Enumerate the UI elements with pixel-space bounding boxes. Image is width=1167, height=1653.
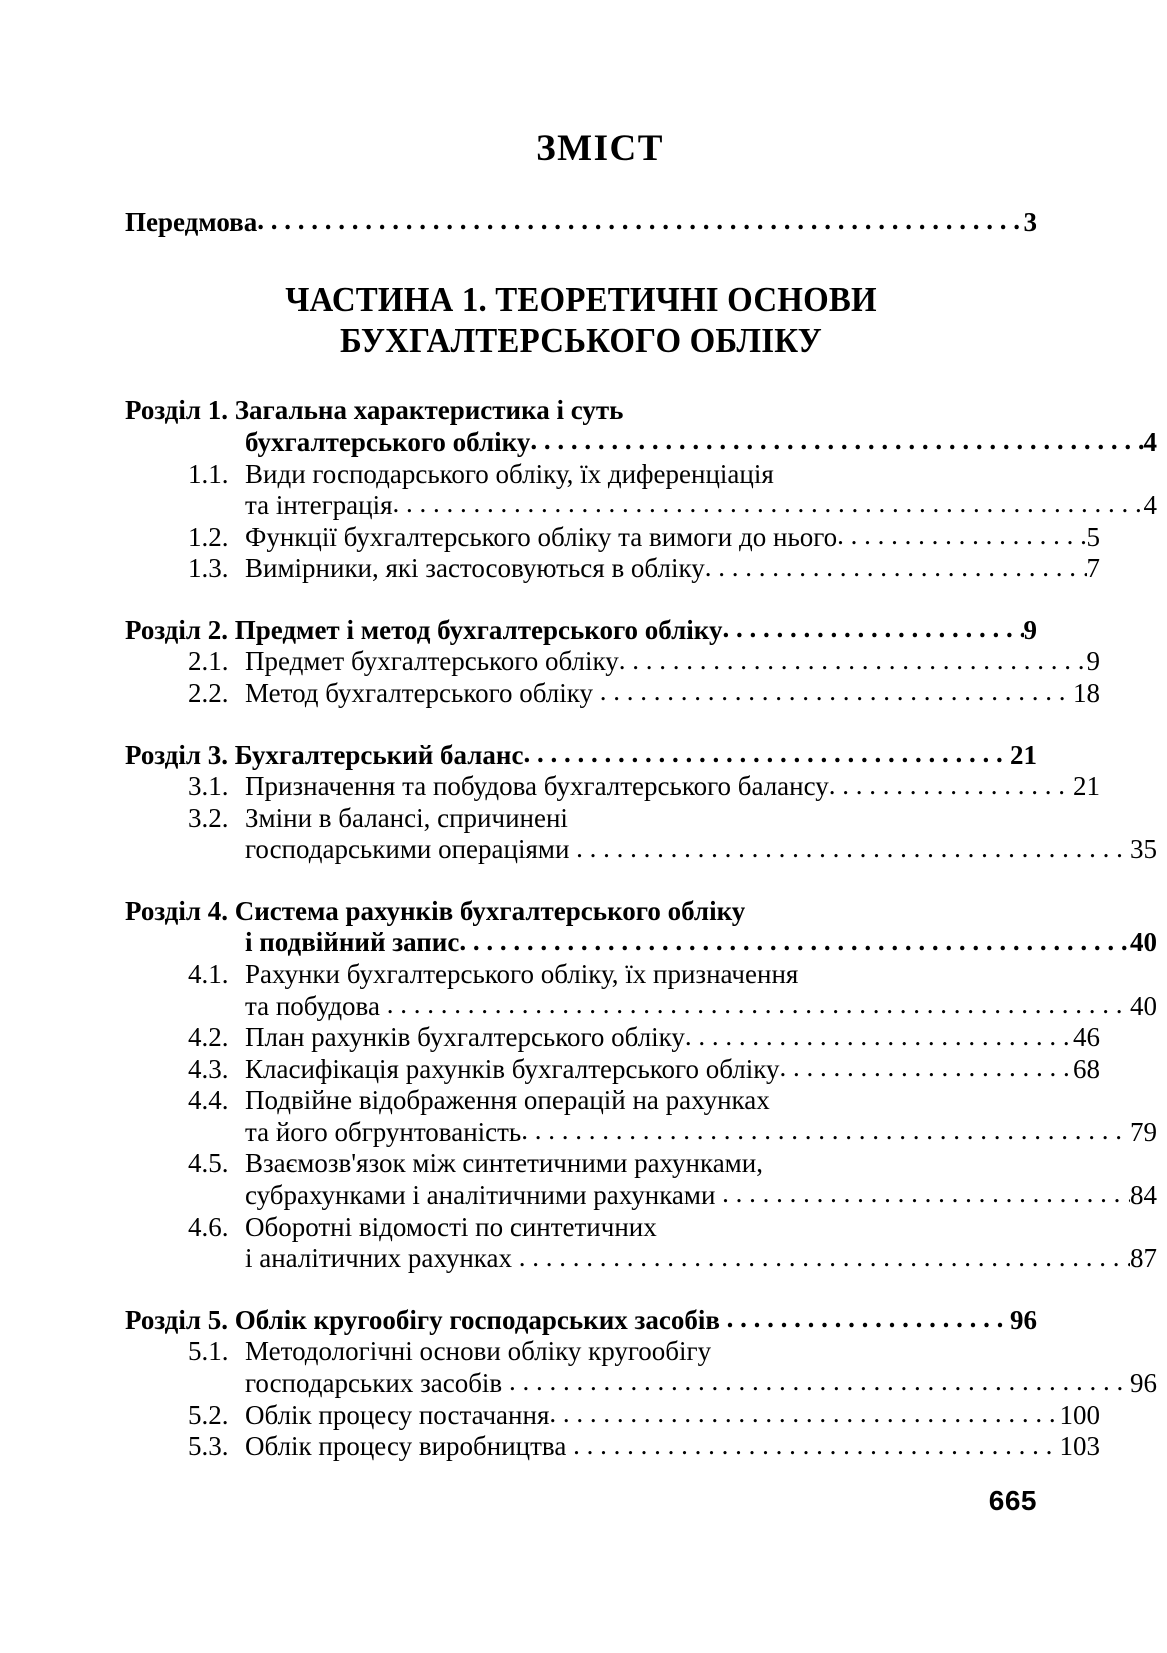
toc-entry-chapter[interactable] xyxy=(125,740,1037,772)
subsection-line-1 xyxy=(125,522,1100,554)
subsection-number: 4.4. xyxy=(188,1085,229,1116)
dot-leader xyxy=(722,1180,1130,1207)
subsection-title: Вимірники, які застосовуються в обліку xyxy=(245,553,705,584)
subsection-number: 5.2. xyxy=(188,1399,229,1430)
toc-entry-subsection[interactable] xyxy=(125,802,1157,866)
toc-entry-page: 46 xyxy=(1073,1022,1100,1053)
chapter-block xyxy=(125,895,1157,1275)
dot-leader xyxy=(576,835,1130,862)
subsection-number: 3.2. xyxy=(188,802,229,833)
subsection-line-1 xyxy=(125,771,1100,803)
toc-entry-page: 100 xyxy=(1059,1399,1100,1430)
toc-entry-label: Передмова xyxy=(125,206,258,237)
chapter-title-line-2 xyxy=(125,427,1157,459)
subsection-line-1 xyxy=(125,1336,1100,1368)
subsection-line-2 xyxy=(125,834,1157,866)
toc-entry-subsection[interactable] xyxy=(125,458,1157,522)
subsection-line-1 xyxy=(125,1085,1100,1117)
subsection-line-1 xyxy=(125,959,1100,991)
dot-leader xyxy=(837,522,1086,549)
subsection-title: Метод бухгалтерського обліку xyxy=(245,677,594,708)
subsection-title: Класифікація рахунків бухгалтерського обліку xyxy=(245,1053,780,1084)
page-number-folio: 665 xyxy=(988,1485,1037,1516)
toc-entry-page: 4 xyxy=(1143,490,1157,521)
subsection-title: Зміни в балансі, спричинені xyxy=(245,802,568,833)
subsection-title: Предмет бухгалтерського обліку xyxy=(245,646,619,677)
subsection-number: 4.2. xyxy=(188,1022,229,1053)
subsection-number: 4.5. xyxy=(188,1148,229,1179)
chapter-title-line-1 xyxy=(125,615,1037,647)
dot-leader xyxy=(521,1117,1130,1144)
subsection-title-cont: та інтеграція xyxy=(245,490,393,521)
subsection-line-1 xyxy=(125,646,1100,678)
subsection-line-1 xyxy=(125,1431,1100,1463)
subsection-line-1 xyxy=(125,459,1100,491)
toc-entry-subsection[interactable] xyxy=(125,959,1157,1022)
dot-leader xyxy=(393,490,1144,517)
toc-entry-chapter[interactable] xyxy=(125,1305,1037,1337)
toc-entry-page: 5 xyxy=(1086,521,1100,552)
dot-leader xyxy=(722,615,1023,642)
dot-leader xyxy=(705,554,1087,581)
toc-entry-page: 68 xyxy=(1073,1053,1100,1084)
chapter-label: Розділ 5. xyxy=(125,1304,228,1335)
toc-entry-subsection[interactable] xyxy=(125,1053,1100,1086)
chapter-label: Розділ 3. xyxy=(125,739,228,770)
toc-content xyxy=(125,128,1157,1463)
toc-entry-page: 96 xyxy=(1130,1367,1157,1398)
subsection-number: 2.2. xyxy=(188,677,229,708)
chapter-block xyxy=(125,614,1100,710)
chapter-title: Бухгалтерський баланс xyxy=(234,739,524,770)
subsection-title: Облік процесу постачання xyxy=(245,1399,550,1430)
chapter-title: Предмет і метод бухгалтерського обліку xyxy=(234,614,723,645)
dot-leader xyxy=(619,647,1087,674)
subsection-line-1 xyxy=(125,1148,1100,1180)
subsection-title: Функції бухгалтерського обліку та вимоги до нього xyxy=(245,521,838,552)
chapter-label: Розділ 1. xyxy=(125,395,228,426)
page-title: ЗМІСТ xyxy=(536,128,664,169)
chapter-title-line-2 xyxy=(125,927,1157,959)
toc-entry-preface[interactable] xyxy=(125,207,1037,238)
part-heading-line-2: БУХГАЛТЕРСЬКОГО ОБЛІКУ xyxy=(340,320,822,360)
subsection-line-2 xyxy=(125,1368,1157,1400)
toc-entry-page: 84 xyxy=(1130,1180,1157,1211)
toc-entry-page: 40 xyxy=(1130,927,1157,958)
subsection-title: Взаємозв'язок між синтетичними рахунками, xyxy=(245,1148,763,1179)
subsection-line-2 xyxy=(125,1180,1157,1212)
subsection-number: 4.1. xyxy=(188,959,229,990)
subsection-number: 4.6. xyxy=(188,1211,229,1242)
dot-leader xyxy=(685,1023,1073,1050)
chapter-label: Розділ 2. xyxy=(125,614,228,645)
dot-leader xyxy=(779,1054,1073,1081)
toc-entry-page: 18 xyxy=(1073,677,1100,708)
dot-leader xyxy=(573,1432,1059,1459)
subsection-number: 4.3. xyxy=(188,1053,229,1084)
toc-entry-subsection[interactable] xyxy=(125,1431,1100,1463)
dot-leader xyxy=(600,678,1073,705)
subsection-title: Рахунки бухгалтерського обліку, їх призначення xyxy=(245,959,799,990)
toc-entry-page: 79 xyxy=(1130,1116,1157,1147)
chapter-block xyxy=(125,1304,1157,1463)
dot-leader xyxy=(459,928,1130,955)
toc-entry-subsection[interactable] xyxy=(125,1022,1100,1054)
subsection-line-2 xyxy=(125,1117,1157,1149)
subsection-line-1 xyxy=(125,1054,1100,1086)
subsection-line-1 xyxy=(125,1400,1100,1432)
subsection-line-1 xyxy=(125,1212,1100,1244)
subsection-number: 3.1. xyxy=(188,771,229,802)
subsection-title-cont: господарських засобів xyxy=(245,1367,503,1398)
toc-entry-page: 103 xyxy=(1059,1431,1100,1462)
toc-entry-subsection[interactable] xyxy=(125,1211,1157,1275)
subsection-line-1 xyxy=(125,1022,1100,1054)
subsection-line-2 xyxy=(125,991,1157,1023)
chapter-block xyxy=(125,395,1157,584)
toc-entry-subsection[interactable] xyxy=(125,1085,1157,1148)
chapter-title: Система рахунків бухгалтерського обліку xyxy=(234,895,746,926)
part-heading xyxy=(152,280,1009,361)
dot-leader xyxy=(549,1400,1059,1427)
subsection-number: 1.1. xyxy=(188,458,229,489)
chapter-title-cont: і подвійний запис xyxy=(245,927,460,958)
toc-entry-page: 96 xyxy=(1010,1304,1037,1335)
toc-entry-page: 87 xyxy=(1130,1243,1157,1274)
chapter-title: Загальна характеристика і суть xyxy=(234,395,624,426)
subsection-title-cont: та побудова xyxy=(245,990,380,1021)
subsection-line-1 xyxy=(125,803,1100,835)
subsection-title-cont: господарськими операціями xyxy=(245,834,570,865)
toc-entry-page: 9 xyxy=(1086,646,1100,677)
dot-leader xyxy=(523,740,1010,767)
chapter-label: Розділ 4. xyxy=(125,895,228,926)
toc-entry-subsection[interactable] xyxy=(125,1148,1157,1211)
subsection-line-1 xyxy=(125,553,1100,585)
subsection-title-cont: субрахунками і аналітичними рахунками xyxy=(245,1180,716,1211)
toc-entry-page: 7 xyxy=(1086,553,1100,584)
toc-entry-subsection[interactable] xyxy=(125,646,1100,678)
subsection-title: Оборотні відомості по синтетичних xyxy=(245,1211,657,1242)
subsection-number: 1.3. xyxy=(188,553,229,584)
subsection-title: Облік процесу виробництва xyxy=(245,1431,567,1462)
dot-leader xyxy=(519,1244,1130,1271)
toc-entry-page: 40 xyxy=(1130,990,1157,1021)
subsection-number: 1.2. xyxy=(188,521,229,552)
toc-entry-page: 35 xyxy=(1130,834,1157,865)
toc-entry-subsection[interactable] xyxy=(125,553,1100,585)
toc-entry-subsection[interactable] xyxy=(125,1336,1157,1399)
subsection-number: 5.3. xyxy=(188,1431,229,1462)
toc-entry-page: 21 xyxy=(1010,739,1037,770)
chapter-title-line-1 xyxy=(125,896,1037,928)
subsection-line-1 xyxy=(125,678,1100,710)
subsection-line-2 xyxy=(125,1243,1157,1275)
subsection-line-2 xyxy=(125,490,1157,522)
toc-entry-page: 21 xyxy=(1073,771,1100,802)
dot-leader xyxy=(727,1305,1010,1332)
part-heading-line-1: ЧАСТИНА 1. ТЕОРЕТИЧНІ ОСНОВИ xyxy=(285,280,877,320)
subsection-title: Призначення та побудова бухгалтерського балансу xyxy=(245,771,829,802)
toc-entry-page: 9 xyxy=(1023,614,1037,645)
chapter-title-cont: бухгалтерського обліку xyxy=(245,426,531,457)
dot-leader xyxy=(509,1368,1130,1395)
toc-entry-page: 3 xyxy=(1023,206,1037,237)
toc-entry-subsection[interactable] xyxy=(125,521,1100,554)
subsection-title: Види господарського обліку, їх диференціація xyxy=(245,458,774,489)
chapter-title-line-1 xyxy=(125,740,1037,772)
subsection-title-cont: і аналітичних рахунках xyxy=(245,1243,512,1274)
toc-entry-subsection[interactable] xyxy=(125,771,1100,803)
toc-entry-page: 4 xyxy=(1143,426,1157,457)
dot-leader xyxy=(829,772,1073,799)
dot-leader xyxy=(387,991,1130,1018)
dot-leader xyxy=(257,207,1023,234)
toc-entry-chapter[interactable] xyxy=(125,895,1157,959)
toc-entry-subsection[interactable] xyxy=(125,1399,1100,1432)
chapter-block xyxy=(125,739,1157,866)
subsection-title-cont: та його обгрунтованість xyxy=(245,1116,522,1147)
chapter-title-line-1 xyxy=(125,395,1037,427)
toc-entry-chapter[interactable] xyxy=(125,615,1037,647)
subsection-title: Методологічні основи обліку кругообігу xyxy=(245,1336,712,1367)
toc-entry-chapter[interactable] xyxy=(125,395,1157,458)
toc-entry-subsection[interactable] xyxy=(125,677,1100,710)
subsection-number: 5.1. xyxy=(188,1336,229,1367)
chapter-title: Облік кругообігу господарських засобів xyxy=(234,1304,720,1335)
subsection-title: План рахунків бухгалтерського обліку xyxy=(245,1022,685,1053)
dot-leader xyxy=(530,427,1143,454)
chapter-title-line-1 xyxy=(125,1305,1037,1337)
subsection-title: Подвійне відображення операцій на рахунках xyxy=(245,1085,770,1116)
subsection-number: 2.1. xyxy=(188,646,229,677)
